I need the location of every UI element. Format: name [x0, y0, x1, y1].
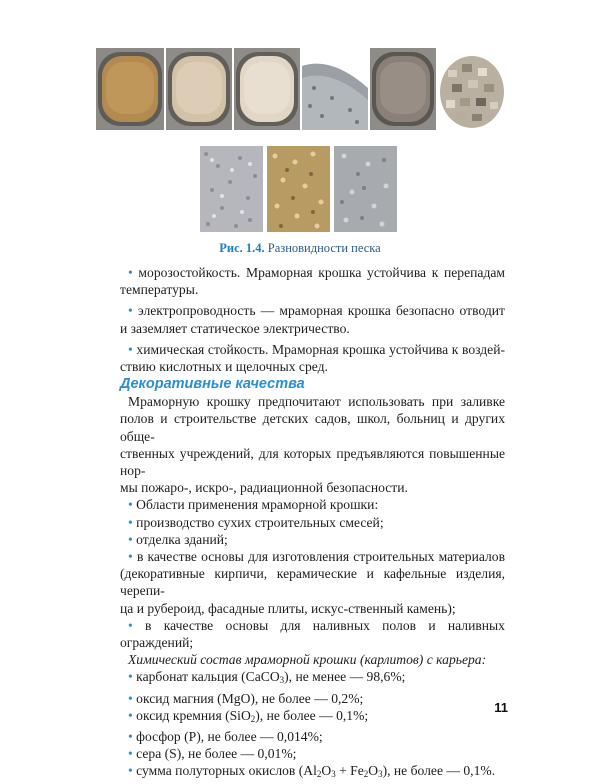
marble-chips-coarse-pile [438, 48, 506, 130]
figure-title: Разновидности песка [267, 241, 381, 255]
figure-photos [0, 0, 600, 240]
composition-list [120, 668, 505, 783]
figure-label: Рис. 1.4. [219, 241, 265, 255]
list-item: • Области применения мраморной крошки: [128, 497, 379, 513]
list-item: • оксид кремния (SiO$_2$), не более — 0,1%; [128, 707, 369, 724]
list-item: • химическая стойкость. Мраморная крошка устойчива к воздей- [128, 341, 505, 357]
list-item: • морозостойкость. Мраморная крошка устойчива к перепадам [128, 265, 505, 280]
marble-chips-grey-texture [334, 146, 397, 232]
composition-heading: Химический состав мраморной крошки (карлитов) с карьера: [128, 652, 487, 668]
paragraph-line: Мраморную крошку предпочитают использовать при заливке [128, 394, 505, 410]
section-heading: Декоративные качества [120, 376, 305, 393]
list-item-cont: ствию кислотных и щелочных сред. [120, 359, 328, 375]
list-item-cont: (декоративные кирпичи, керамические и кафельные изделия, черепи- [120, 566, 505, 599]
list-item: • карбонат кальция (CaCO$_3$), не менее — 98,6%; [128, 669, 406, 686]
marble-chips-yellow-texture [267, 146, 330, 232]
list-item: • оксид магния (MgO), не более — 0,2%; [128, 690, 364, 706]
list-item: • в качестве основы для наливных полов и наливных ограждений; [120, 617, 505, 651]
list-item-cont: ца и рубероид, фасадные плиты, искус-ственный камень); [120, 600, 456, 616]
sand-sample-brown-bowl [96, 48, 164, 130]
sand-sample-white-bowl [234, 48, 300, 130]
paragraph-line: полов и строительстве детских садов, школ, больниц и других обще- [120, 411, 505, 444]
paragraph-line: ственных учреждений, для которых предъявляются повышенные нор- [120, 445, 505, 479]
list-item: • в качестве основы для изготовления строительных материалов [128, 549, 505, 565]
list-item-cont: температуры. [120, 282, 199, 298]
page-text [120, 264, 505, 784]
sand-sample-dark-grey-bowl [370, 48, 436, 130]
list-item: • производство сухих строительных смесей; [128, 514, 384, 530]
list-item: • фосфор (P), не более — 0,014%; [128, 729, 323, 745]
marble-chips-white-texture [200, 146, 263, 232]
list-item: • сера (S), не более — 0,01%; [128, 746, 297, 762]
figure-caption [0, 241, 600, 256]
sand-sample-beige-bowl [166, 48, 232, 130]
marble-chips-grey-pile [302, 48, 368, 130]
list-item: • сумма полуторных окислов $(Al_2O_3 + Fe_2O_3)$, не более — 0,1%. [128, 763, 496, 780]
list-item: • отделка зданий; [128, 531, 228, 547]
paragraph-line: мы пожаро-, искро-, радиационной безопасности. [120, 480, 408, 496]
list-item-cont: и заземляет статическое электричество. [120, 320, 350, 336]
list-item: • электропроводность — мраморная крошка безопасно отводит [128, 303, 505, 319]
page-number: 11 [494, 700, 508, 715]
